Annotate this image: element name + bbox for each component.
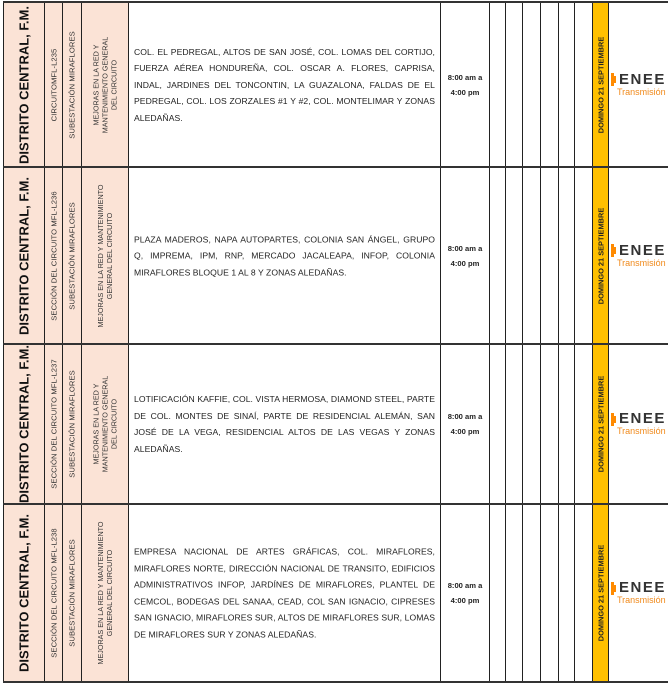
date-cell [592, 505, 608, 681]
logo-subtitle: Transmisión [617, 257, 666, 268]
substation-label: SUBESTACIÓN MIRAFLORES [67, 539, 77, 647]
circuit-cell [44, 345, 62, 503]
time-end: 4:00 pm [450, 258, 480, 268]
district-cell [3, 345, 44, 503]
empty-cell [558, 168, 574, 343]
work-line: MANTENIMIENTO GENERAL [100, 375, 110, 473]
empty-cell [489, 505, 505, 681]
work-description [92, 349, 119, 499]
work-description [96, 176, 114, 336]
time-range [441, 70, 489, 100]
date-cell [592, 345, 608, 503]
affected-areas-text: LOTIFICACIÓN KAFFIE, COL. VISTA HERMOSA, DIAMOND STEEL, PARTE DE COL. MONTES DE SINAÍ, PARTE DE RESIDENCIAL ALEMÁN, SAN JOSÉ DE LA VEGA, RESIDENCIAL ALTOS DE LAS VEGAS Y ZONAS ALEDAÑAS. [134, 394, 435, 454]
enee-logo-icon [611, 244, 614, 257]
substation-label: SUBESTACIÓN MIRAFLORES [67, 370, 77, 478]
empty-cell [540, 345, 558, 503]
time-cell [440, 3, 489, 166]
date-cell [592, 3, 608, 166]
time-start: 8:00 am a [447, 72, 483, 82]
empty-cell [558, 505, 574, 681]
work-line: GENERAL DEL CIRCUITO [105, 212, 114, 299]
empty-cell [558, 345, 574, 503]
work-line: MEJORAS EN LA RED Y MANTENIMIENTO [96, 184, 105, 327]
outage-schedule-table [3, 1, 668, 682]
circuit-cell [44, 505, 62, 681]
date-label: DOMINGO 21 SEPTIEMBRE [596, 375, 605, 473]
logo-subtitle: Transmisión [617, 86, 666, 97]
empty-cell [574, 168, 592, 343]
time-end: 4:00 pm [450, 427, 480, 436]
work-line: MANTENIMIENTO GENERAL [100, 36, 110, 133]
empty-cell [505, 168, 522, 343]
district-cell [3, 3, 44, 166]
time-cell [440, 345, 489, 503]
enee-logo-icon [611, 73, 614, 86]
work-line: DEL CIRCUITO [109, 59, 119, 110]
affected-areas-cell [128, 345, 440, 503]
empty-cell [522, 505, 540, 681]
empty-cell [522, 345, 540, 503]
logo-cell [608, 168, 668, 343]
logo-wordmark: ENEE [619, 70, 666, 88]
work-line: MEJORAS EN LA RED Y [91, 383, 101, 465]
circuit-cell [44, 3, 62, 166]
time-cell [440, 168, 489, 343]
enee-logo [611, 581, 668, 605]
empty-cell [505, 3, 522, 166]
district-label: DISTRITO CENTRAL, F.M. [16, 5, 32, 164]
logo-subtitle: Transmisión [617, 595, 666, 605]
work-description [96, 511, 114, 676]
empty-cell [574, 345, 592, 503]
logo-subtitle: Transmisión [617, 426, 666, 436]
affected-areas-cell [128, 505, 440, 681]
district-label: DISTRITO CENTRAL, F.M. [16, 514, 32, 672]
work-description-cell [81, 505, 128, 681]
substation-label: SUBESTACIÓN MIRAFLORES [67, 201, 77, 310]
work-description-cell [81, 168, 128, 343]
empty-cell [558, 3, 574, 166]
work-description-cell [81, 345, 128, 503]
empty-cell [489, 3, 505, 166]
time-start: 8:00 am a [447, 581, 483, 590]
district-label: DISTRITO CENTRAL, F.M. [16, 176, 32, 335]
enee-logo-icon [611, 582, 614, 595]
circuit-cell [44, 168, 62, 343]
date-label: DOMINGO 21 SEPTIEMBRE [596, 207, 605, 304]
time-end: 4:00 pm [450, 596, 480, 605]
table-row [3, 503, 668, 683]
enee-logo [611, 241, 668, 268]
substation-cell [62, 168, 81, 343]
enee-logo [611, 70, 668, 97]
time-range [441, 409, 489, 439]
logo-cell [608, 505, 668, 681]
circuit-label: SECCIÓN DEL CIRCUITO MFL-L236 [49, 190, 58, 321]
affected-areas-text: PLAZA MADEROS, NAPA AUTOPARTES, COLONIA SAN ÁNGEL, GRUPO Q, IMPREMA, IPM, RNP, MERCADO JACALEAPA, INFOP, COLONIA MIRAFLORES BLOQUE 1 AL 8 Y ZONAS ALEDAÑAS. [134, 233, 435, 277]
date-label: DOMINGO 21 SEPTIEMBRE [596, 544, 605, 642]
table-row [3, 343, 668, 503]
work-description [92, 10, 119, 160]
logo-cell [608, 345, 668, 503]
empty-cell [489, 168, 505, 343]
district-label: DISTRITO CENTRAL, F.M. [16, 345, 32, 503]
circuit-label: CIRCUITOMFL-L235 [49, 48, 58, 121]
empty-cell [540, 3, 558, 166]
enee-logo-icon [611, 413, 614, 426]
district-cell [3, 168, 44, 343]
substation-cell [62, 345, 81, 503]
time-range [441, 578, 489, 608]
empty-cell [505, 505, 522, 681]
empty-cell [489, 345, 505, 503]
work-line: DEL CIRCUITO [109, 398, 119, 450]
work-line: GENERAL DEL CIRCUITO [105, 549, 114, 637]
affected-areas-cell [128, 3, 440, 166]
substation-cell [62, 3, 81, 166]
date-label: DOMINGO 21 SEPTIEMBRE [596, 36, 605, 133]
substation-label: SUBESTACIÓN MIRAFLORES [67, 30, 77, 139]
date-cell [592, 168, 608, 343]
empty-cell [540, 168, 558, 343]
time-end: 4:00 pm [450, 87, 480, 97]
substation-cell [62, 505, 81, 681]
district-cell [3, 505, 44, 681]
logo-wordmark: ENEE [619, 410, 666, 427]
time-range [441, 241, 489, 271]
empty-cell [505, 345, 522, 503]
empty-cell [522, 168, 540, 343]
circuit-label: SECCIÓN DEL CIRCUITO MFL-L237 [49, 359, 58, 489]
time-start: 8:00 am a [447, 412, 483, 421]
table-row [3, 1, 668, 166]
circuit-label: SECCIÓN DEL CIRCUITO MFL-L238 [49, 528, 58, 658]
enee-logo [611, 412, 668, 436]
work-line: MEJORAS EN LA RED Y [91, 44, 101, 125]
time-cell [440, 505, 489, 681]
work-line: MEJORAS EN LA RED Y MANTENIMIENTO [96, 521, 105, 665]
empty-cell [574, 3, 592, 166]
logo-wordmark: ENEE [619, 579, 666, 596]
affected-areas-text: EMPRESA NACIONAL DE ARTES GRÁFICAS, COL. MIRAFLORES, MIRAFLORES NORTE, DIRECCIÓN NACIONAL DE TRANSITO, EDIFICIOS ADMINISTRATIVOS INFOP, JARDÍNES DE MIRAFLORES, PLANTEL DE CEMCOL, BODEGAS DEL SANAA, CEAD, COL SAN IGNACIO, CIPRESES SAN IGNACIO, MIRAFLORES SUR, ALTOS DE MIRAFLORES SUR, LOMAS DE MIRAFLORES SUR Y ZONAS ALEDAÑAS. [134, 546, 435, 639]
empty-cell [540, 505, 558, 681]
logo-wordmark: ENEE [619, 241, 666, 259]
affected-areas-text: COL. EL PEDREGAL, ALTOS DE SAN JOSÉ, COL. LOMAS DEL CORTIJO, FUERZA AÉREA HONDUREÑA, COL. OSCAR A. FLORES, CAPRISA, INDAL, JARDINES DEL TONCONTIN, LA GUAZALONA, FALDAS DE EL PEDREGAL, COL. LOS ZORZALES #1 Y #2, COL. MONTELIMAR Y ZONAS ALEDAÑAS. [134, 46, 435, 123]
time-start: 8:00 am a [447, 243, 483, 253]
empty-cell [574, 505, 592, 681]
empty-cell [522, 3, 540, 166]
logo-cell [608, 3, 668, 166]
affected-areas-cell [128, 168, 440, 343]
work-description-cell [81, 3, 128, 166]
table-row [3, 166, 668, 343]
